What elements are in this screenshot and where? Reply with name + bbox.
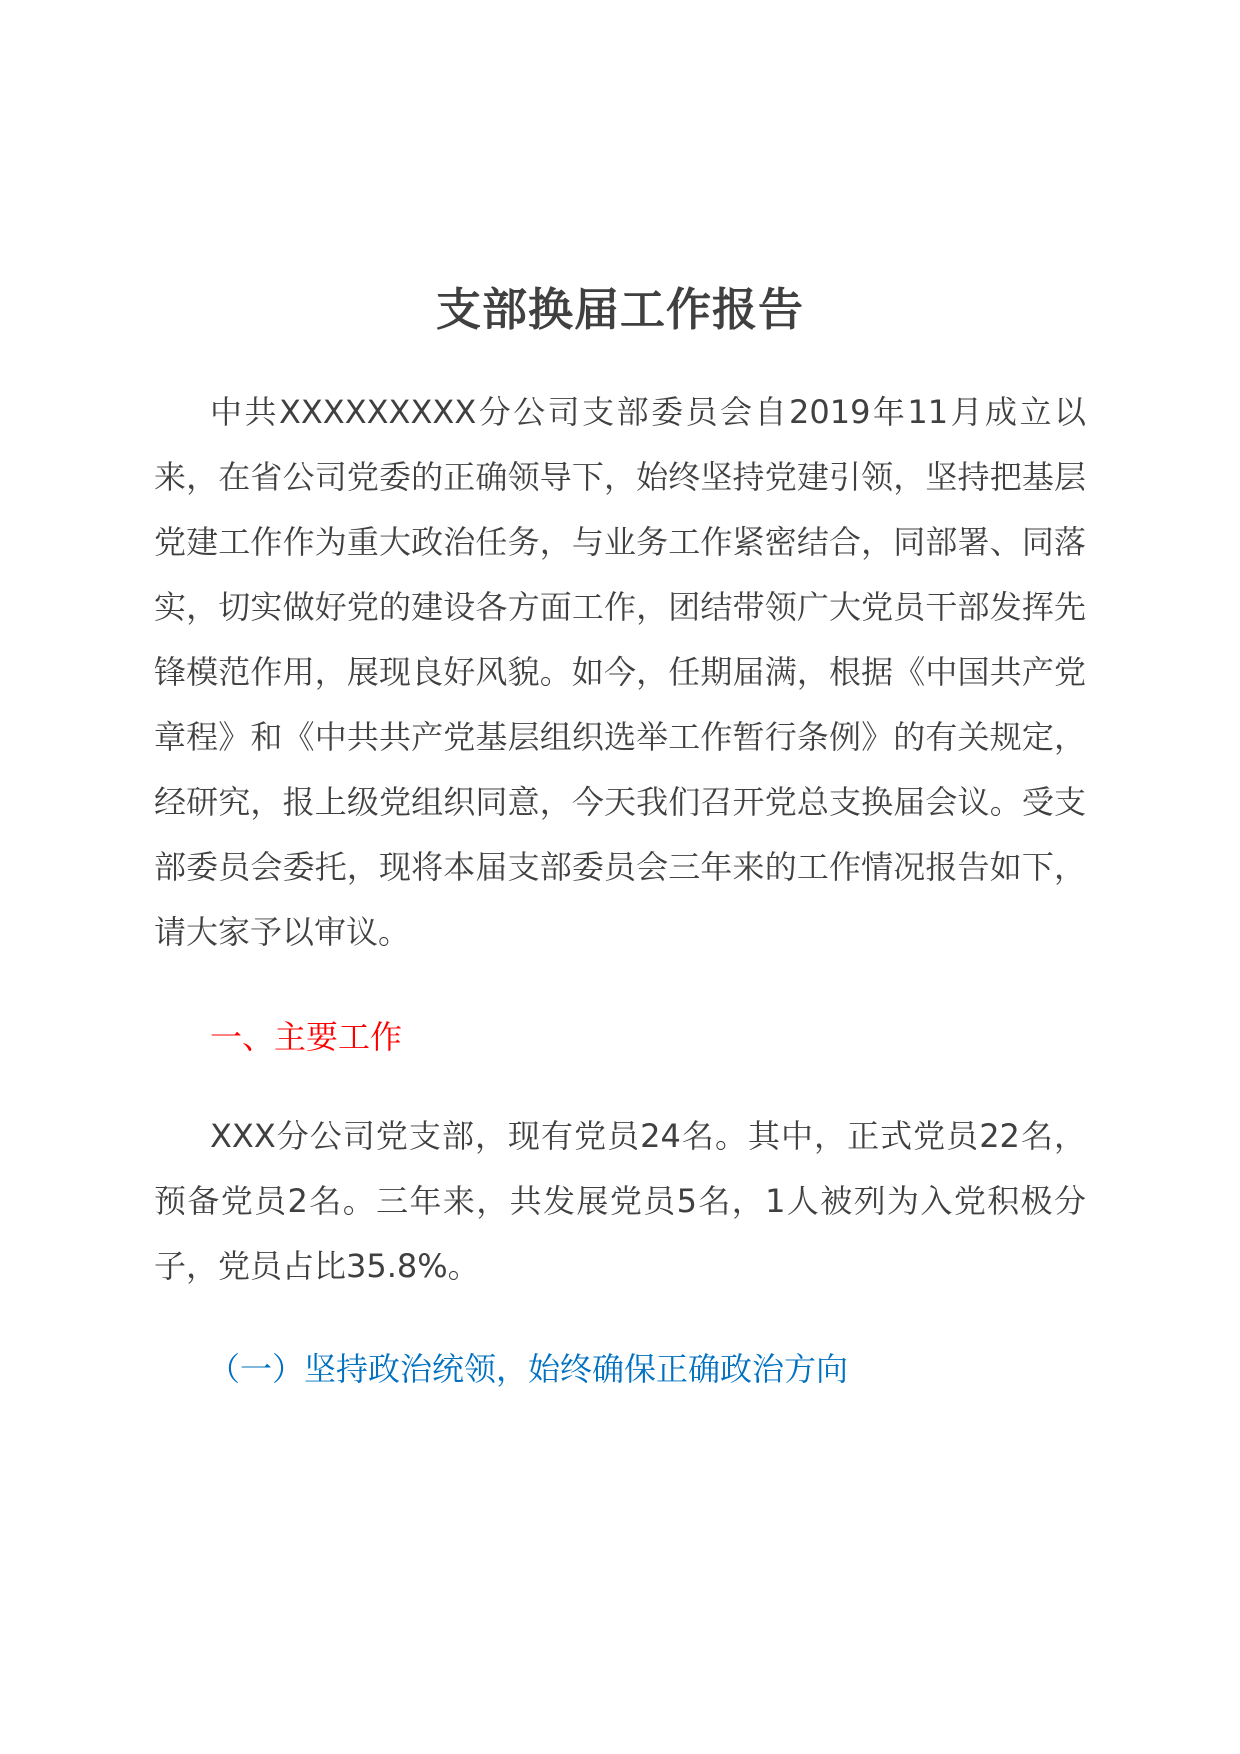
section-heading: 一、主要工作 bbox=[210, 1018, 403, 1056]
intro-paragraph: 中共XXXXXXXXX分公司支部委员会自2019年11月成立以来，在省公司党委的正确领导下，始终坚持党建引领，坚持把基层党建工作作为重大政治任务，与业务工作紧密结合，同部署、同落实，切实做好党的建设各方面工作，团结带领广大党员干部发挥先锋模范作用，展现良好风貌。如今，任期届满，根据《中国共产党章程》和《中共共产党基层组织选举工作暂行条例》的有关规定，经研究，报上级党组织同意，今天我们召开党总支换届会议。受支部委员会委托，现将本届支部委员会三年来的工作情况报告如下，请大家予以审议。 bbox=[154, 393, 1086, 951]
page-title: 支部换届工作报告 bbox=[435, 283, 804, 336]
sub-heading: （一）坚持政治统领，始终确保正确政治方向 bbox=[208, 1350, 849, 1388]
stats-paragraph: XXX分公司党支部，现有党员24名。其中，正式党员22名，预备党员2名。三年来，共发展党员5名，1人被列为入党积极分子，党员占比35.8%。 bbox=[154, 1117, 1086, 1285]
